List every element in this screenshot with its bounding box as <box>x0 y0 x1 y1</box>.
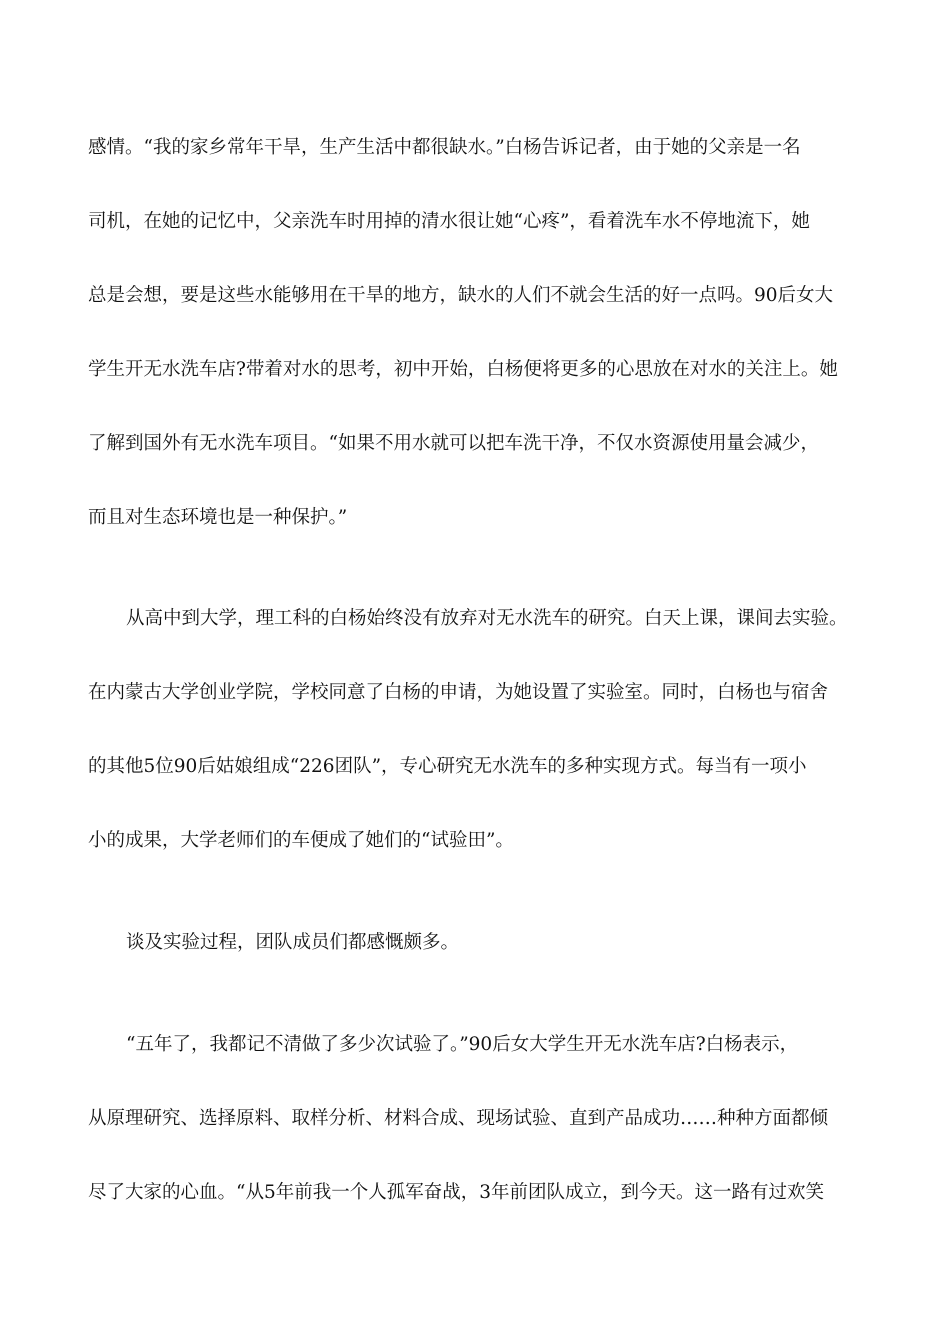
paragraph-1-line-4: 学生开无水洗车店?带着对水的思考，初中开始，白杨便将更多的心思放在对水的关注上。她 <box>88 359 838 380</box>
paragraph-1-line-6: 而且对生态环境也是一种保护。” <box>88 507 348 528</box>
paragraph-4-line-3: 尽了大家的心血。“从5年前我一个人孤军奋战，3年前团队成立，到今天。这一路有过欢笑 <box>88 1182 825 1203</box>
paragraph-1-line-3: 总是会想，要是这些水能够用在干旱的地方，缺水的人们不就会生活的好一点吗。90后女大 <box>88 285 834 306</box>
paragraph-1-line-2: 司机，在她的记忆中，父亲洗车时用掉的清水很让她“心疼”，看着洗车水不停地流下，她 <box>88 211 810 232</box>
paragraph-2-line-1: 从高中到大学，理工科的白杨始终没有放弃对无水洗车的研究。白天上课，课间去实验。 <box>126 608 848 629</box>
paragraph-2-line-3: 的其他5位90后姑娘组成“226团队”，专心研究无水洗车的多种实现方式。每当有一项小 <box>88 756 807 777</box>
paragraph-1-line-1: 感情。“我的家乡常年干旱，生产生活中都很缺水。”白杨告诉记者，由于她的父亲是一名 <box>88 137 801 158</box>
paragraph-4-line-1: “五年了，我都记不清做了多少次试验了。”90后女大学生开无水洗车店?白杨表示， <box>126 1034 799 1055</box>
paragraph-1-line-5: 了解到国外有无水洗车项目。“如果不用水就可以把车洗干净，不仅水资源使用量会减少， <box>88 433 819 454</box>
paragraph-2-line-4: 小的成果，大学老师们的车便成了她们的“试验田”。 <box>88 830 514 851</box>
paragraph-4-line-2: 从原理研究、选择原料、取样分析、材料合成、现场试验、直到产品成功……种种方面都倾 <box>88 1108 829 1129</box>
paragraph-2-line-2: 在内蒙古大学创业学院，学校同意了白杨的申请，为她设置了实验室。同时，白杨也与宿舍 <box>88 682 829 703</box>
paragraph-3-line-1: 谈及实验过程，团队成员们都感慨颇多。 <box>126 932 460 953</box>
